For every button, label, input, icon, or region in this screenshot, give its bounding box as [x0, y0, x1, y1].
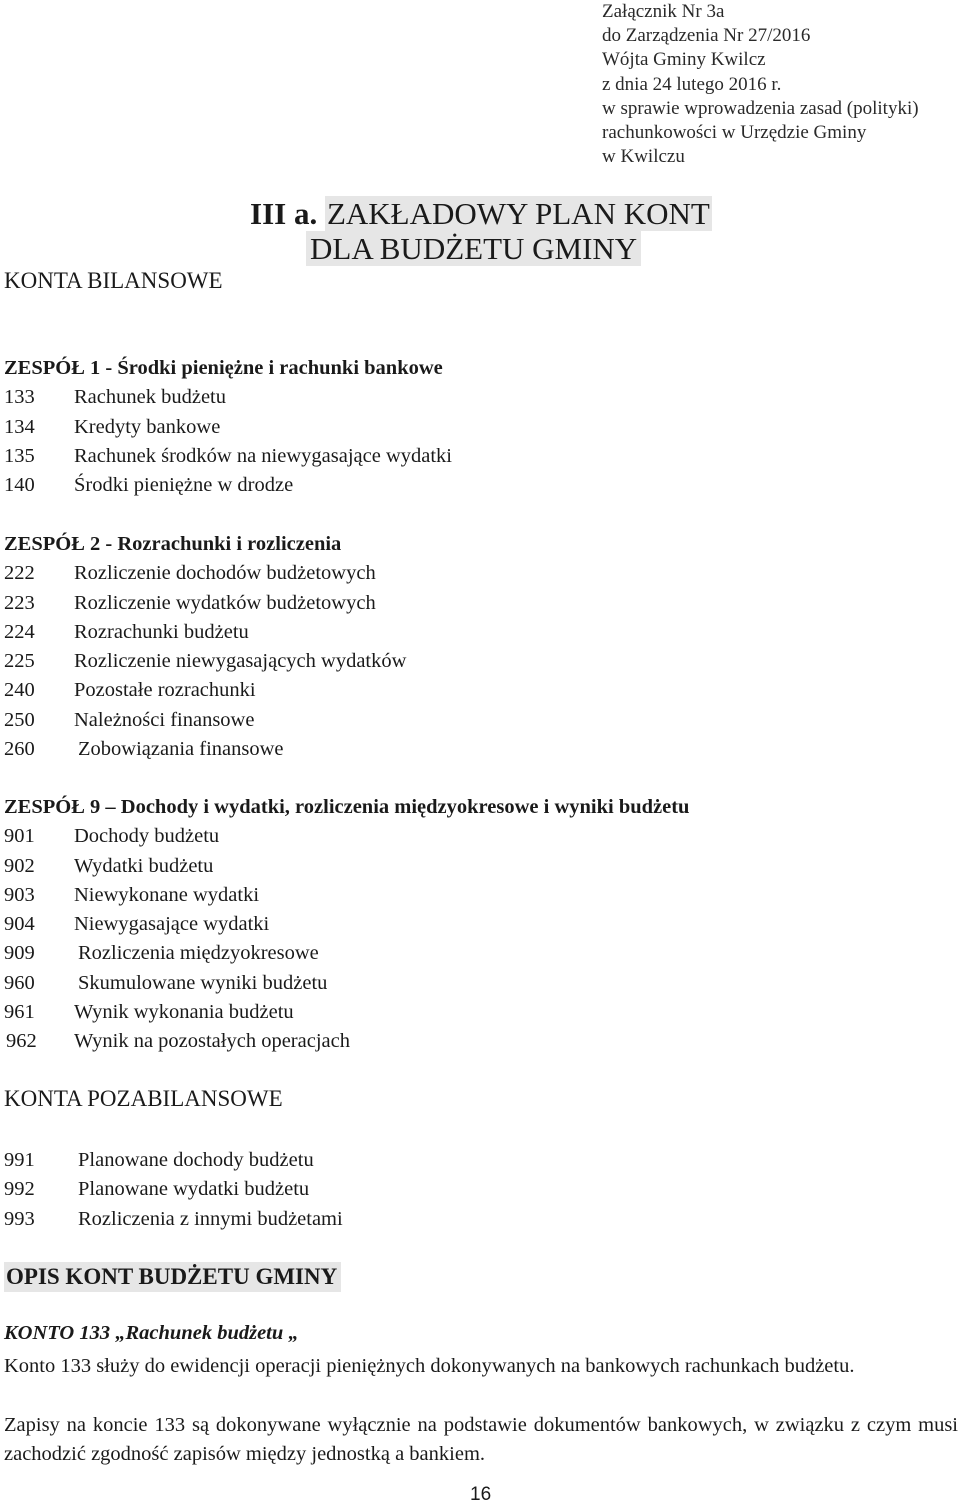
document-title	[250, 196, 712, 266]
account-code: 993	[4, 1207, 35, 1230]
account-name: Rozrachunki budżetu	[74, 620, 249, 643]
account-name: Zobowiązania finansowe	[78, 738, 284, 761]
account-name: Rachunek budżetu	[74, 386, 226, 409]
account-row	[4, 647, 406, 676]
account-code: 134	[4, 415, 35, 438]
account-code: 901	[4, 825, 35, 848]
account-name: Rozliczenia z innymi budżetami	[78, 1207, 343, 1230]
account-code: 223	[4, 591, 35, 614]
account-code: 140	[4, 474, 35, 497]
off-balance-accounts	[4, 1146, 343, 1234]
account-row	[4, 881, 689, 910]
account-row	[4, 998, 689, 1027]
account-name: Planowane dochody budżetu	[78, 1149, 314, 1171]
account-row	[4, 589, 406, 618]
zespol-9	[4, 793, 689, 1057]
zespol-1	[4, 354, 452, 500]
account-code: 250	[4, 708, 35, 731]
account-name: Wynik wykonania budżetu	[74, 1001, 294, 1024]
account-code: 225	[4, 650, 35, 673]
account-code: 904	[4, 913, 35, 936]
account-name: Wynik na pozostałych operacjach	[74, 1030, 350, 1053]
account-name: Niewykonane wydatki	[74, 883, 260, 906]
konto-133-paragraph: Konto 133 służy do ewidencji operacji pieniężnych dokonywanych na bankowych rachunkach budżetu.	[4, 1355, 855, 1377]
account-row	[4, 471, 452, 500]
header-line: w sprawie wprowadzenia zasad (polityki)	[602, 97, 919, 119]
account-name: Rozliczenie wydatków budżetowych	[74, 591, 376, 614]
account-row	[4, 676, 406, 705]
account-name: Rozliczenie niewygasających wydatków	[74, 650, 407, 673]
account-code: 133	[4, 386, 35, 409]
account-code: 992	[4, 1178, 35, 1201]
account-code: 240	[4, 679, 35, 702]
account-code: 902	[4, 854, 35, 877]
account-row	[4, 706, 406, 735]
konta-pozabilansowe-heading: KONTA POZABILANSOWE	[4, 1086, 283, 1111]
account-row	[4, 618, 406, 647]
account-row	[4, 442, 452, 471]
account-code: 961	[4, 1001, 35, 1024]
account-code: 224	[4, 620, 35, 643]
account-row	[4, 1175, 343, 1204]
header-line: w Kwilczu	[602, 146, 685, 168]
account-name: Skumulowane wyniki budżetu	[78, 971, 328, 994]
account-name: Pozostałe rozrachunki	[74, 679, 256, 702]
account-code: 960	[4, 971, 35, 994]
zespol-title: ZESPÓŁ 9 – Dochody i wydatki, rozliczenia międzyokresowe i wyniki budżetu	[4, 796, 690, 818]
account-row	[4, 1205, 343, 1234]
account-row	[4, 1027, 689, 1056]
header-line: Wójta Gminy Kwilcz	[602, 49, 766, 71]
account-code: 222	[4, 562, 35, 585]
account-code: 903	[4, 883, 35, 906]
header-line: rachunkowości w Urzędzie Gminy	[602, 122, 867, 144]
account-row	[4, 852, 689, 881]
account-name: Wydatki budżetu	[74, 854, 214, 877]
account-row	[4, 939, 689, 968]
account-row	[4, 969, 689, 998]
zespol-title: ZESPÓŁ 2 - Rozrachunki i rozliczenia	[4, 533, 342, 555]
account-row	[4, 1146, 343, 1175]
account-row	[4, 910, 689, 939]
account-name: Kredyty bankowe	[74, 415, 221, 438]
account-row	[4, 559, 406, 588]
zespol-2	[4, 530, 406, 764]
konto-133-paragraph: Zapisy na koncie 133 są dokonywane wyłącznie na podstawie dokumentów bankowych, w związku z czym musi zachodzić zgodność zapisów między jednostką a bankiem.	[4, 1414, 958, 1466]
account-code: 991	[4, 1149, 35, 1171]
header-line: do Zarządzenia Nr 27/2016	[602, 25, 811, 47]
account-code: 962	[6, 1030, 37, 1053]
account-code: 135	[4, 444, 35, 467]
attachment-header	[602, 0, 957, 169]
account-row	[4, 822, 689, 851]
account-name: Dochody budżetu	[74, 825, 220, 848]
page-number: 16	[470, 1484, 492, 1505]
header-line: z dnia 24 lutego 2016 r.	[602, 73, 782, 95]
account-name: Niewygasające wydatki	[74, 913, 270, 936]
konta-bilansowe-heading: KONTA BILANSOWE	[4, 268, 223, 293]
account-name: Rozliczenie dochodów budżetowych	[74, 562, 376, 585]
opis-kont-heading: OPIS KONT BUDŻETU GMINY	[4, 1262, 341, 1292]
account-row	[4, 413, 452, 442]
account-name: Należności finansowe	[74, 708, 255, 731]
title-line2: DLA BUDŻETU GMINY	[306, 231, 641, 266]
account-code: 909	[4, 942, 35, 965]
account-row	[4, 383, 452, 412]
header-line: Załącznik Nr 3a	[602, 1, 725, 22]
account-code: 260	[4, 738, 35, 761]
account-name: Środki pieniężne w drodze	[74, 474, 294, 497]
account-name: Planowane wydatki budżetu	[78, 1178, 310, 1201]
zespol-title: ZESPÓŁ 1 - Środki pieniężne i rachunki bankowe	[4, 357, 443, 379]
title-line1: ZAKŁADOWY PLAN KONT	[326, 196, 710, 231]
title-prefix: III a.	[250, 196, 325, 231]
konto-133-title: KONTO 133 „Rachunek budżetu „	[4, 1322, 299, 1344]
account-row	[4, 735, 406, 764]
account-name: Rozliczenia międzyokresowe	[78, 942, 319, 965]
account-name: Rachunek środków na niewygasające wydatki	[74, 444, 452, 467]
